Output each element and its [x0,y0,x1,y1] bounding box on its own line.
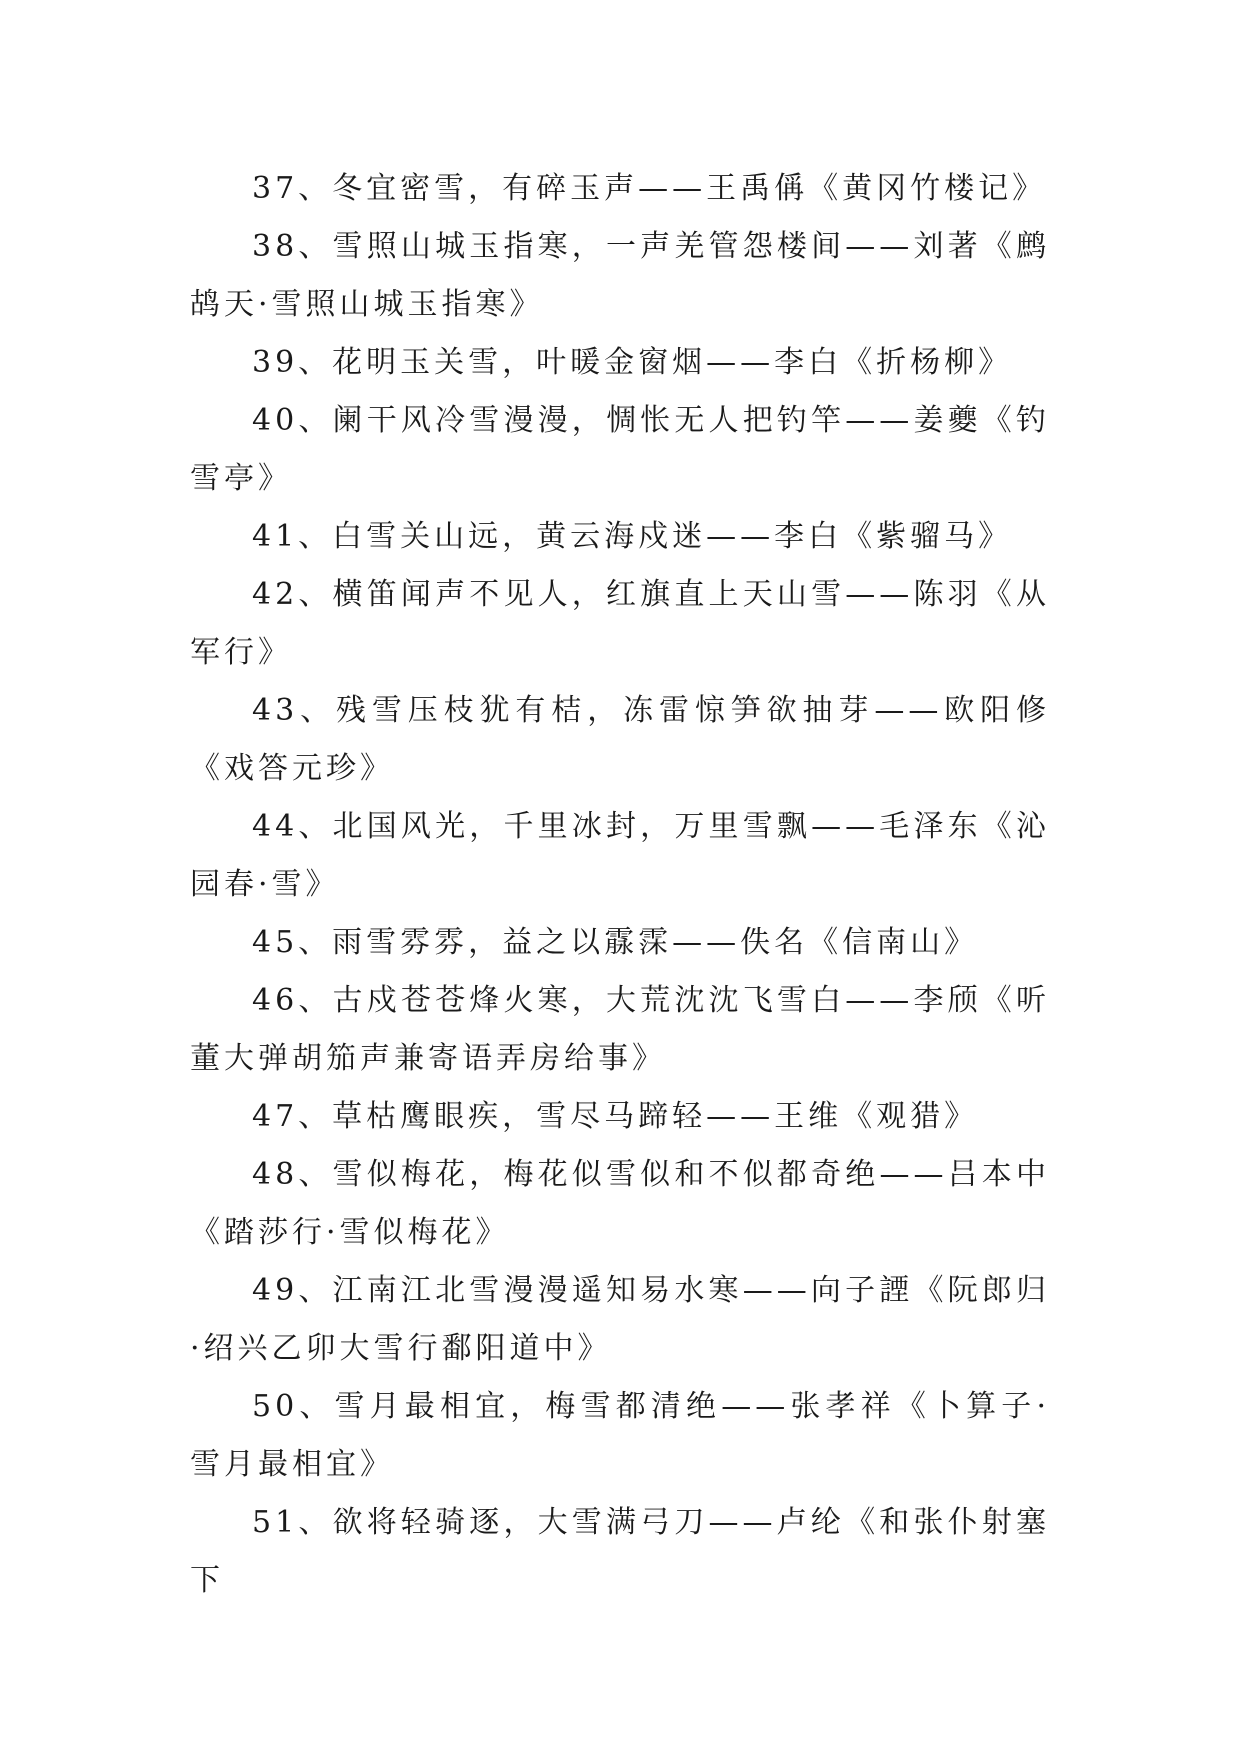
list-item: 49、江南江北雪漫漫遥知易水寒——向子諲《阮郎归·绍兴乙卯大雪行鄱阳道中》 [190,1273,1050,1366]
list-item: 37、冬宜密雪，有碎玉声——王禹偁《黄冈竹楼记》 [252,171,1047,206]
list-item: 48、雪似梅花，梅花似雪似和不似都奇绝——吕本中《踏莎行·雪似梅花》 [190,1157,1050,1250]
poem-list [190,160,1050,1610]
list-item: 51、欲将轻骑逐，大雪满弓刀——卢纶《和张仆射塞下 [190,1505,1050,1598]
list-item: 44、北国风光，千里冰封，万里雪飘——毛泽东《沁园春·雪》 [190,809,1050,902]
list-item: 38、雪照山城玉指寒，一声羌管怨楼间——刘著《鹧鸪天·雪照山城玉指寒》 [190,229,1050,322]
list-item: 43、残雪压枝犹有桔，冻雷惊笋欲抽芽——欧阳修《戏答元珍》 [190,693,1050,786]
list-item: 40、阑干风冷雪漫漫，惆怅无人把钓竿——姜夔《钓雪亭》 [190,403,1050,496]
list-item: 46、古戍苍苍烽火寒，大荒沈沈飞雪白——李颀《听董大弹胡笳声兼寄语弄房给事》 [190,983,1050,1076]
list-item: 41、白雪关山远，黄云海戍迷——李白《紫骝马》 [252,519,1013,554]
list-item: 45、雨雪雰雰，益之以霡霂——佚名《信南山》 [252,925,979,960]
list-item: 47、草枯鹰眼疾，雪尽马蹄轻——王维《观猎》 [252,1099,979,1134]
list-item: 42、横笛闻声不见人，红旗直上天山雪——陈羽《从军行》 [190,577,1050,670]
list-item: 50、雪月最相宜，梅雪都清绝——张孝祥《卜算子·雪月最相宜》 [190,1389,1050,1482]
list-item: 39、花明玉关雪，叶暖金窗烟——李白《折杨柳》 [252,345,1013,380]
